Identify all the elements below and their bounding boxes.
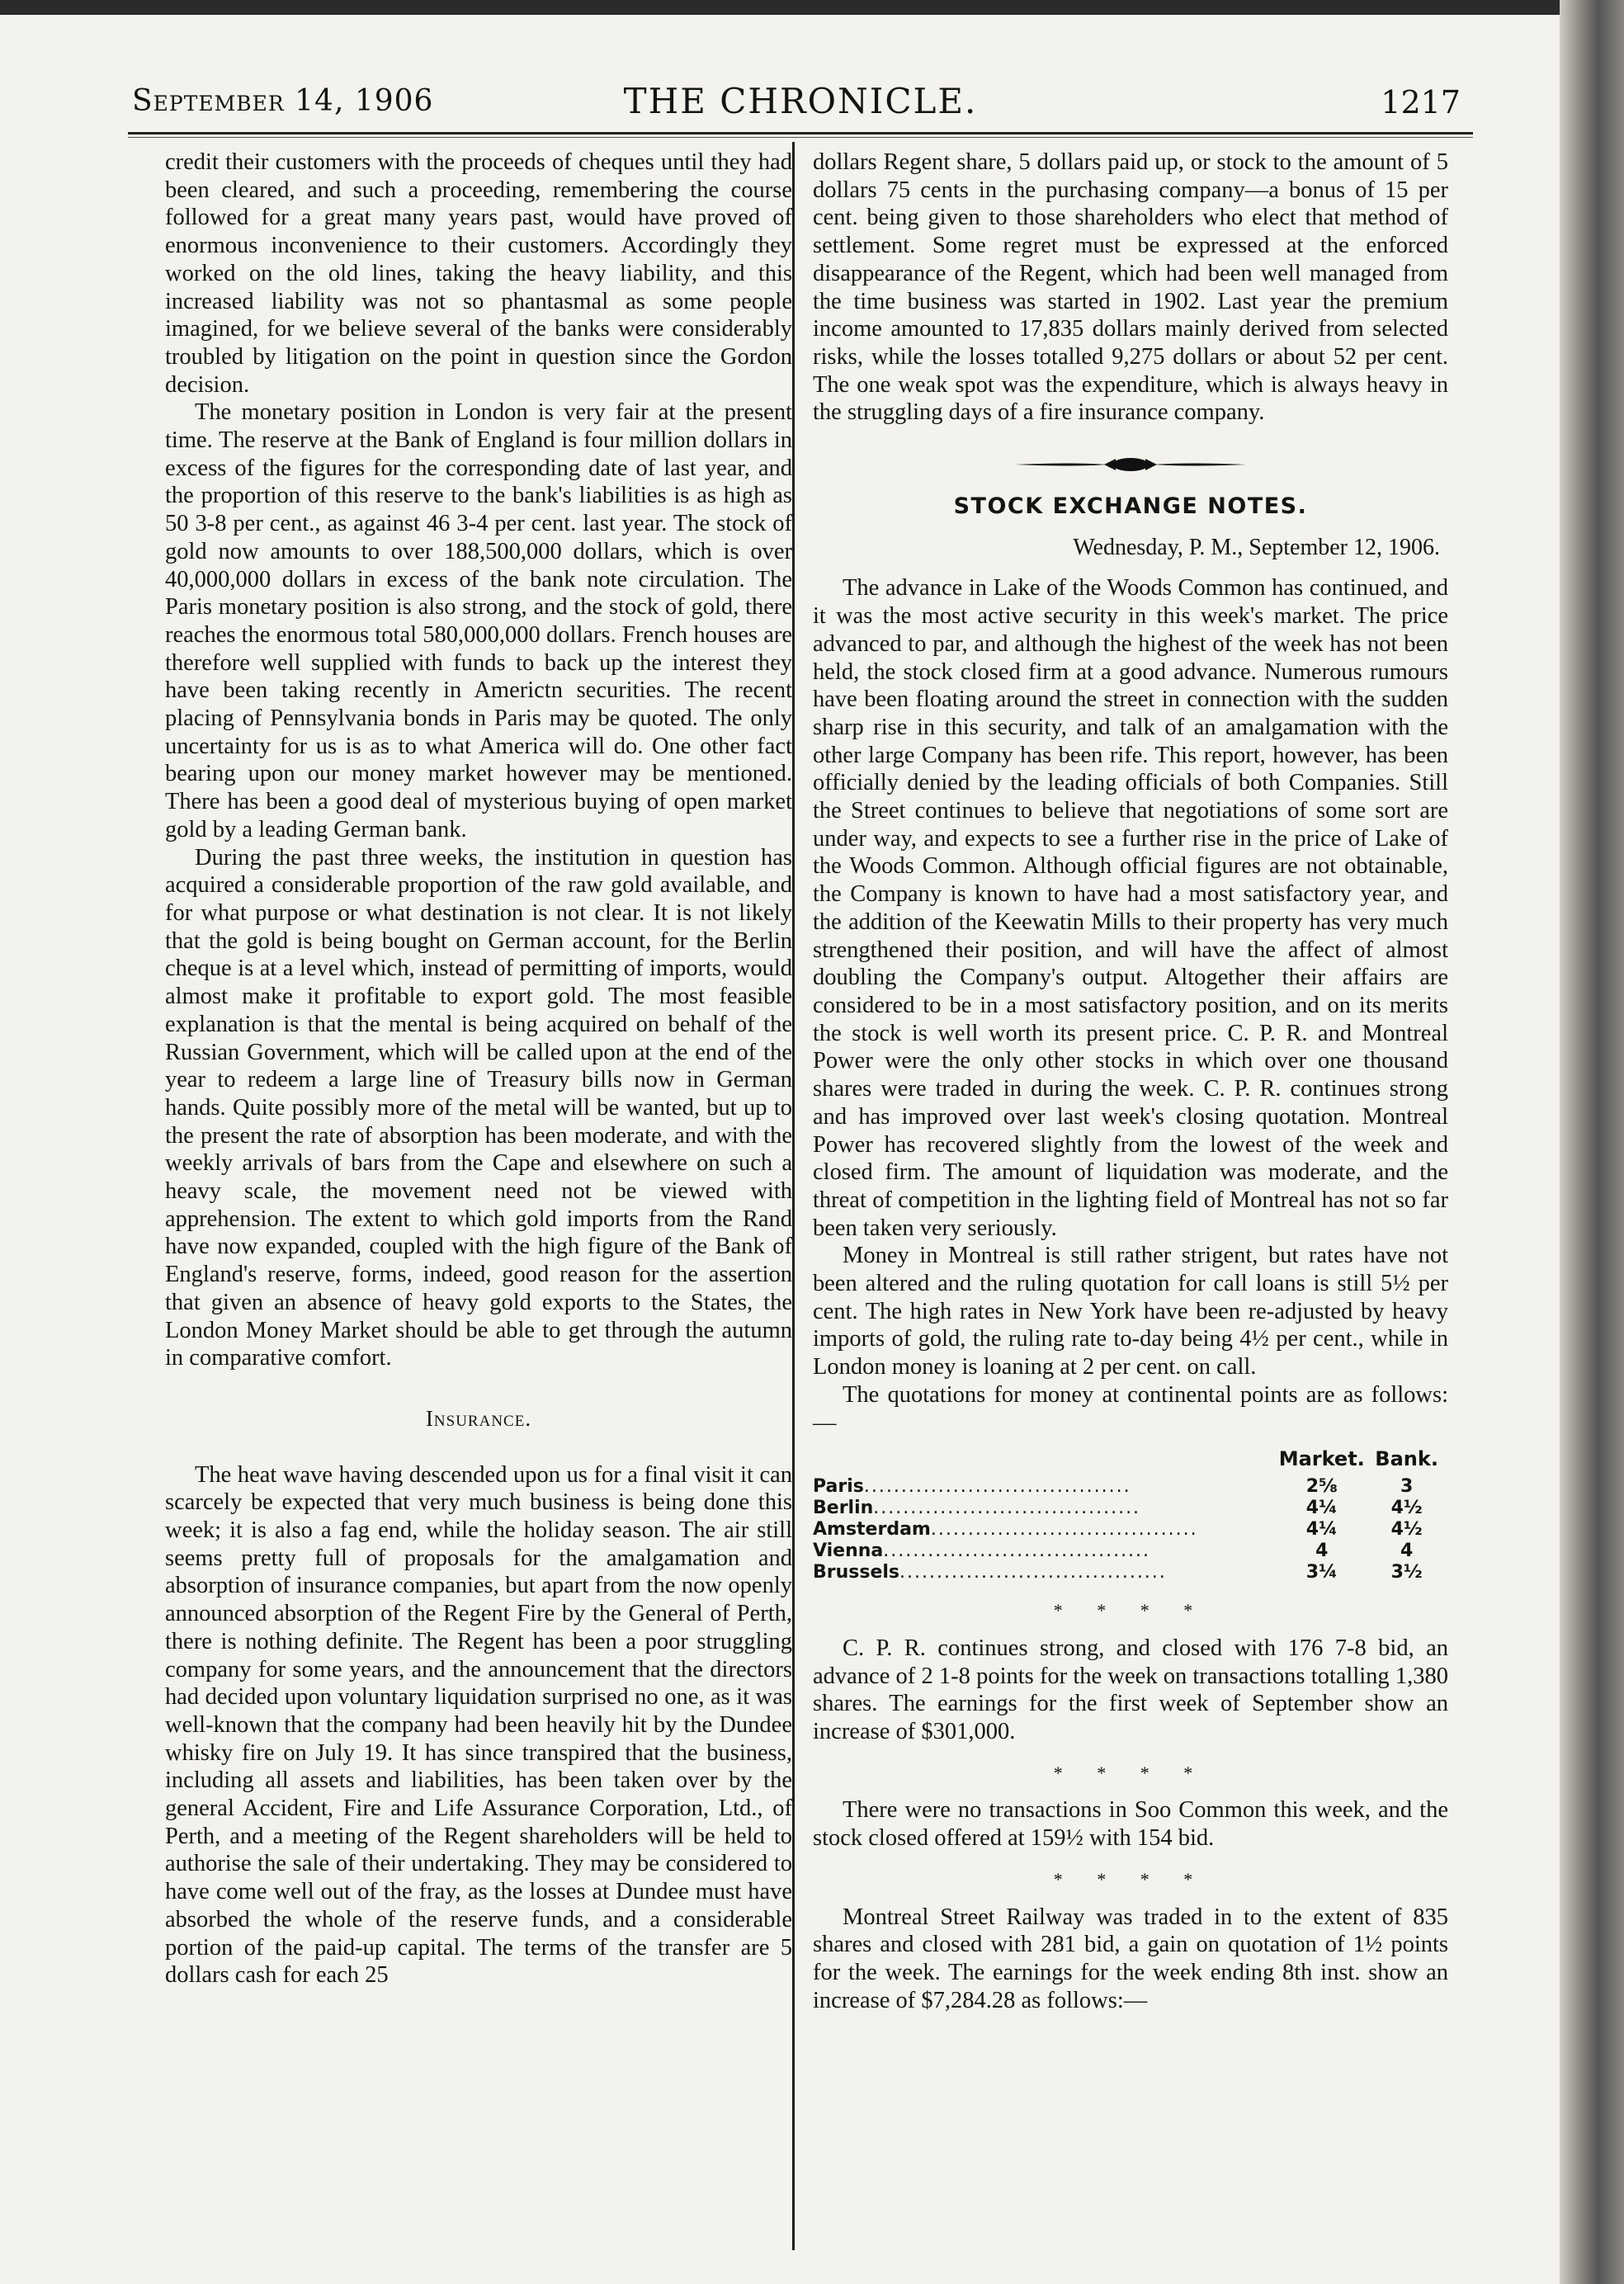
city-name: Brussels — [813, 1562, 900, 1583]
city-name: Paris — [813, 1476, 864, 1498]
article-paragraph: The advance in Lake of the Woods Common has continued, and it was the most active security in this week's market. The price advanced to par, and although the highest of the week has not been held, the stock closed firm at a good advance. Numerous rumours have been floating around the street in connection with the sudden sharp rise in this security, and talk of an amalgamation with the other large Company has been rife. This report, however, has been officially denied by the leading officials of both Companies. Still the Street continues to believe that negotiations of some sort are under way, and expects to see a further rise in the price of Lake of the Woods Common. Although official figures are not obtainable, the Company is known to have had a most satisfactory year, and the addition of the Keewatin Mills to their property has very much strengthened their position, and will have the affect of almost doubling the Company's output. Altogether their affairs are considered to be in a most satisfactory position, and on its merits the stock is well worth its present price. C. P. R. and Montreal Power were the only other stocks in which over one thousand shares were traded in during the week. C. P. R. continues strong and has improved over last week's closing quotation. Montreal Power has recovered slightly from the lowest of the week and closed firm. The amount of liquidation was moderate, and the threat of competition in the lighting field of Montreal has not so far been taken very seriously. — [813, 575, 1448, 1241]
scan-border-right — [1560, 0, 1624, 2284]
table-row — [813, 1476, 1448, 1498]
montreal-railway-paragraph: Montreal Street Railway was traded in to the extent of 835 shares and closed with 281 bid, a gain on quotation of 1½ points for the week. The earnings for the week ending 8th inst. show an increase of $7,284.28 as follows:— — [813, 1904, 1448, 2013]
table-row — [813, 1562, 1448, 1583]
leader-dots: .................................... — [873, 1498, 1141, 1519]
table-row — [813, 1541, 1448, 1562]
cpr-paragraph: C. P. R. continues strong, and closed with 176 7-8 bid, an advance of 2 1-8 points for the week on transactions totalling 1,380 shares. The earnings for the first week of September show an increase of $301,000. — [813, 1635, 1448, 1745]
section-separator: * * * * — [1053, 1600, 1208, 1621]
stock-exchange-heading: STOCK EXCHANGE NOTES. — [953, 493, 1308, 520]
market-rate: 3¼ — [1305, 1562, 1338, 1583]
article-paragraph: The quotations for money at continental points are as follows:— — [813, 1381, 1448, 1436]
bank-column-header: Bank. — [1375, 1447, 1438, 1471]
left-column — [165, 149, 792, 1989]
dateline: Wednesday, P. M., September 12, 1906. — [1073, 534, 1440, 560]
market-rate: 4¼ — [1305, 1498, 1338, 1519]
header-date: September 14, 1906 — [132, 84, 434, 118]
leader-dots: .................................... — [899, 1562, 1167, 1583]
leader-dots: .................................... — [930, 1519, 1198, 1541]
leader-dots: .................................... — [863, 1476, 1131, 1498]
bank-rate: 4½ — [1390, 1498, 1423, 1519]
bank-rate: 3½ — [1390, 1562, 1423, 1583]
money-rates-table — [813, 1448, 1448, 1583]
section-ornament-icon — [1015, 455, 1246, 474]
continued-paragraph: dollars Regent share, 5 dollars paid up, or stock to the amount of 5 dollars 75 cents in the purchasing company—a bonus of 15 per cent. being given to those shareholders who elect that method of settlement. Some regret must be expressed at the enforced disappearance of the Regent, which had been well managed from the time business was started in 1902. Last year the premium income amounted to 17,835 dollars mainly derived from selected risks, while the losses totalled 9,275 dollars or about 52 per cent. The one weak spot was the expenditure, which is always heavy in the struggling days of a fire insurance company. — [813, 149, 1448, 426]
bank-rate: 3 — [1400, 1476, 1414, 1498]
article-paragraph: credit their customers with the proceeds of cheques until they had been cleared, and such a proceeding, remembering the course followed for a great many years past, would have proved of enormous inconvenience to their customers. Accordingly they worked on the old lines, taking the heavy liability, and this increased liability was not so phantasmal as some people imagined, for we believe several of the banks were considerably troubled by litigation on the point in question since the Gordon decision. — [165, 149, 792, 398]
right-column — [813, 149, 1448, 2014]
publication-title: THE CHRONICLE. — [623, 81, 978, 121]
page-header — [124, 76, 1477, 125]
bank-rate: 4½ — [1390, 1519, 1423, 1541]
city-name: Amsterdam — [813, 1519, 931, 1541]
insurance-heading: Insurance. — [425, 1405, 532, 1431]
table-header-row — [813, 1448, 1448, 1476]
insurance-paragraph: The heat wave having descended upon us for a final visit it can scarcely be expected that very much business is being done this week; it is also a fag end, while the holiday season. The air still seems pretty full of proposals for the amalgamation and absorption of insurance companies, but apart from the now openly announced absorption of the Regent Fire by the General of Perth, there is nothing definite. The Regent has been a poor struggling company for some years, and the announcement that the directors had decided upon voluntary liquidation surprised no one, as it was well-known that the company had been heavily hit by the Dundee whisky fire on July 19. It has since transpired that the business, including all assets and liabilities, has been taken over by the general Accident, Fire and Life Assurance Corporation, Ltd., of Perth, and a meeting of the Regent shareholders will be held to authorise the sale of their undertaking. They may be considered to have come well out of the fray, as the losses at Dundee must have absorbed the whole of the reserve funds, and a considerable portion of the paid-up capital. The terms of the transfer are 5 dollars cash for each 25 — [165, 1461, 792, 1989]
section-separator: * * * * — [1053, 1762, 1208, 1783]
article-paragraph: During the past three weeks, the institution in question has acquired a considerable proportion of the raw gold available, and for what purpose or what destination is not clear. It is not likely that the gold is being bought on German account, for the Berlin cheque is at a level which, instead of permitting of imports, would almost make it profitable to export gold. The most feasible explanation is that the mental is being acquired on behalf of the Russian Government, which will be called upon at the end of the year to redeem a large line of Treasury bills now in German hands. Quite possibly more of the metal will be wanted, but up to the present the rate of absorption has been moderate, and with the weekly arrivals of bars from the Cape and elsewhere on such a heavy scale, the movement need not be viewed with apprehension. The extent to which gold imports from the Rand have now expanded, coupled with the high figure of the Bank of England's reserve, forms, indeed, good reason for the assertion that given an absence of heavy gold exports to the States, the London Money Market should be able to get through the autumn in comparative comfort. — [165, 844, 792, 1371]
table-row — [813, 1519, 1448, 1541]
header-rule — [128, 132, 1473, 138]
table-row — [813, 1498, 1448, 1519]
market-rate: 2⅝ — [1305, 1476, 1338, 1498]
article-paragraph: The monetary position in London is very fair at the present time. The reserve at the Bank of England is four million dollars in excess of the figures for the corresponding date of last year, and the proportion of this reserve to the bank's liabilities is as high as 50 3-8 per cent., as against 46 3-4 per cent. last year. The stock of gold now amounts to over 188,500,000 dollars, which is over 40,000,000 dollars in excess of the bank note circulation. The Paris monetary position is also strong, and the stock of gold, there reaches the enormous total 580,000,000 dollars. French houses are therefore well supplied with funds to back up the interest they have been taking recently in Americtn securities. The recent placing of Pennsylvania bonds in Paris may be quoted. The only uncertainty for us is as to what America will do. One other fact bearing upon our money market however may be mentioned. There has been a good deal of mysterious buying of open market gold by a leading German bank. — [165, 399, 792, 842]
market-column-header: Market. — [1278, 1447, 1365, 1471]
soo-paragraph: There were no transactions in Soo Common this week, and the stock closed offered at 159½ with 154 bid. — [813, 1797, 1448, 1852]
article-paragraph: Money in Montreal is still rather strigent, but rates have not been altered and the ruling quotation for call loans is still 5½ per cent. The high rates in New York have been re-adjusted by heavy imports of gold, the ruling rate to-day being 4½ per cent., while in London money is loaning at 2 per cent. on call. — [813, 1243, 1448, 1380]
leader-dots: .................................... — [883, 1541, 1151, 1562]
city-name: Berlin — [813, 1498, 874, 1519]
market-rate: 4 — [1315, 1541, 1329, 1562]
city-name: Vienna — [813, 1541, 884, 1562]
page-number: 1217 — [1381, 84, 1461, 120]
section-separator: * * * * — [1053, 1868, 1208, 1890]
bank-rate: 4 — [1400, 1541, 1414, 1562]
market-rate: 4¼ — [1305, 1519, 1338, 1541]
column-divider — [792, 142, 795, 2250]
